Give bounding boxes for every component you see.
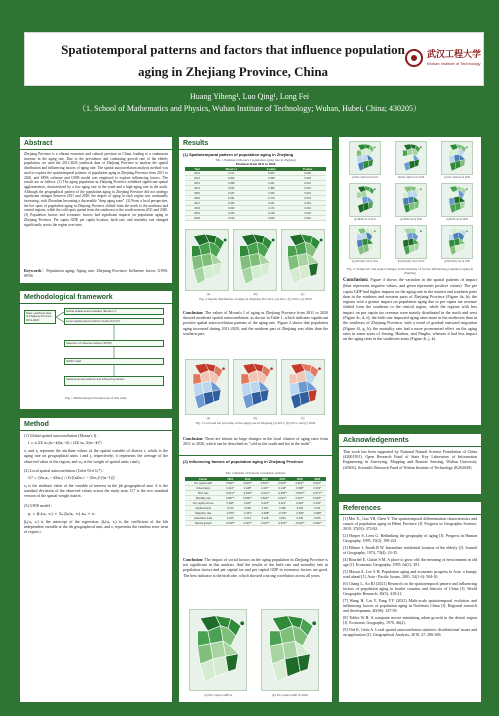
reference-item: [8] Tobler W R. A computer movie simulating urban growth in the detroit region [J]. Economic Geography, 1970, 46(2). [343, 615, 477, 625]
map-region [460, 160, 465, 167]
fig5-map-grid [339, 137, 481, 267]
fig2-map-b [233, 229, 277, 291]
method-item-2: (2) Local spatial autocorrelation (Getis-Ord Gᵢ*) : [24, 467, 104, 473]
tab2-cell: 0.412* [222, 486, 239, 491]
tab2-cell: 0.526** [222, 481, 239, 486]
map-island [270, 367, 273, 370]
framework-panel [20, 291, 172, 409]
equation-morans-i: I = n ΣΣ wᵢⱼ(xᵢ−x̄)(xⱼ−x̄) / (ΣΣ wᵢⱼ Σ(xᵢ−x̄)²) [28, 441, 102, 446]
map-region [368, 202, 373, 209]
tab1-cell: 3.385 [253, 186, 289, 191]
fig2-map-c-svg [282, 230, 324, 290]
reference-item: [3] Hilmer J, Smith B W. Intraurban residential location of the elderly [J]. Journal of Geography, 1974, 73(4): 23-35. [343, 545, 477, 555]
tab1-cell: 0.002 [289, 211, 326, 216]
fig5-map-label: (f) Birth rate in 2020 [446, 218, 468, 221]
keywords-label: Keywords： [24, 268, 47, 273]
tab1-cell: 0.002 [289, 216, 326, 221]
tab2-header: 2019 [291, 477, 308, 481]
map-island [374, 188, 376, 190]
tab1-cell: 0.001 [289, 181, 326, 186]
fig5-map-label: (h) Mortality rate in 2016 [397, 260, 425, 263]
tab1-cell: 0.358 [209, 181, 253, 186]
tab1-cell: 0.001 [289, 201, 326, 206]
fig5-map [395, 183, 427, 217]
fig2-label-b: (b) [253, 292, 258, 296]
tab2-cell: Mortality rate [185, 496, 222, 501]
fig2-label-c: (c) [300, 292, 305, 296]
method-item-3: (3) GWR model : [24, 502, 53, 508]
tab2-cell: 0.405* [239, 501, 256, 506]
authors: Huang Yiheng¹, Luo Qing¹, Long Fei [190, 92, 309, 101]
tab2-cell: 0.578** [274, 481, 291, 486]
tab2-cell: -0.632** [291, 521, 308, 526]
tab1-cell: 0.000 [289, 176, 326, 181]
framework-caption: Fig. 1 Methodological framework of this study [65, 396, 127, 400]
fig5-map-svg [396, 142, 426, 174]
conclusion-4-label: Conclusion: [343, 278, 369, 283]
tab1-cell: 0.330 [209, 206, 253, 211]
tab1-cell: 2019 [185, 211, 209, 216]
tab1-header: Z-value [253, 167, 289, 171]
fig3-map-c-svg [282, 360, 324, 414]
fig5-map [395, 141, 427, 175]
tab2-header: 2011 [222, 477, 239, 481]
tab1-header: P-value [289, 167, 326, 171]
tab2-cell: -0.354* [222, 511, 239, 516]
fig4-label-b: (b) Per capita GDP in 2020 [272, 693, 308, 697]
fig3-labels [185, 416, 326, 420]
map-region [298, 654, 311, 672]
affiliation: （1. School of Mathematics and Physics, Wuhan Institute of Technology; Wuhan, Hubei, China; 430205） [78, 104, 421, 113]
framework-box-global: Global spatial autocorrelation (Moran's I) [64, 308, 164, 315]
table-row [185, 216, 326, 221]
tab1-cell: 0.341 [209, 196, 253, 201]
tab1-cell: 0.001 [289, 196, 326, 201]
fig2-map-b-svg [234, 230, 276, 290]
fig5-cell [435, 183, 479, 223]
tab1-cell: 0.371 [209, 171, 253, 176]
tab1-cell: 0.002 [289, 206, 326, 211]
title-box [24, 32, 484, 86]
map-island [420, 188, 422, 190]
map-island [374, 230, 376, 232]
conclusion-2 [179, 434, 332, 448]
map-island [320, 239, 323, 242]
reference-item: [7] Wang H, Liu Y, Fang YY (2021) Multi-scale spatiotemporal evolution and influencing factors of population aging in Northeast China [J]. Regional research and development, 40(06): 147-59. [343, 598, 477, 613]
conclusion-1-text: The values of Moran's I of aging in Zhejiang Province from 2011 to 2020 showed moderate spatial autocorrelation, as shown in Table 1, which indicates significant positive spatial autocorrelation patterns of the aging rate. Figure 2 shows that population aging increased during 2011-2020, and the northern part of Zhejiang was older than the southern part. [183, 310, 329, 336]
fig5-map [349, 225, 381, 259]
title-line-1: Spatiotemporal patterns and factors that influence population [61, 42, 405, 57]
fig5-map-label: (d) Birth rate in 2011 [354, 218, 376, 221]
tab2-cell: 0.298 [274, 506, 291, 511]
map-region [212, 390, 221, 402]
reference-item: [5] Mason A, Lee S H. Population aging and economic progress in Asia: a bumpy road ahead [J]. Asia - Pacific Issues, 2001, 54(1-4): 504-10. [343, 569, 477, 579]
tab2-cell: Migration rate [185, 511, 222, 516]
ack-panel [339, 434, 481, 494]
fig5-map-label: (e) Birth rate in 2016 [400, 218, 422, 221]
tab2-cell: -0.615** [256, 521, 273, 526]
tab2-cell: 0.604** [256, 496, 273, 501]
fig5-map-label: (g) Mortality rate in 2011 [351, 260, 379, 263]
tab1-cell: 0.347 [209, 191, 253, 196]
fig3-map-a [185, 359, 229, 415]
conclusion-3-label: Conclusion: [183, 557, 204, 562]
tab1-cell: 2016 [185, 196, 209, 201]
reference-item: [6] Chang L, Ao RJ (2021) Research on the spatiotemporal pattern and influencing factors of population aging in border counties and districts of China [J]. World Geographic Research, 30(5): 410-21. [343, 581, 477, 596]
tab2-header: 2017 [274, 477, 291, 481]
fig2-label-a: (a) [206, 292, 211, 296]
tab2-cell: 0.228 [256, 516, 273, 521]
conclusion-3-text: The impact of social factors on the aging population in Zhejiang Province is not significant in this analysis. And the results of the birth rate and mortality rate in population factors and per capital tax and per capital GDP in economic factors are good. The best indicator is the birth rate, which showed a strong correlation across all years. [183, 557, 328, 578]
reference-list [339, 515, 481, 638]
tab2-cell: 0.240 [291, 516, 308, 521]
ack-heading: Acknowledgements [339, 434, 481, 447]
reference-item: [9] Ord K, Getis A. Local spatial autocorrelation statistics: distributional issues and an application [J]. Geographical Analysis, 2010, 27: 286-306. [343, 627, 477, 637]
fig5-map [395, 225, 427, 259]
tab2-cell: -0.382* [291, 511, 308, 516]
tab1-cell: 2017 [185, 201, 209, 206]
abstract-heading: Abstract [20, 137, 172, 150]
conclusion-2-text: There are almost no large changes in the local clusters of aging rates from 2011 to 2020, which can be described as "cold in the south and hot in the north". [183, 436, 329, 447]
map-region [226, 654, 239, 672]
map-region [414, 202, 419, 209]
tab2-cell: 0.276 [222, 506, 239, 511]
tab2-cell: 0.449* [274, 486, 291, 491]
tab2-cell: 0.436* [309, 501, 326, 506]
tab2-header: Factor [185, 477, 222, 481]
tab1-cell: 3.498 [253, 176, 289, 181]
map-island [420, 230, 422, 232]
map-island [420, 146, 422, 148]
map-island [466, 188, 468, 190]
map-region [308, 390, 317, 402]
tab2-cell: -0.663** [291, 491, 308, 496]
tab2-cell: 0.603** [309, 481, 326, 486]
fig2-caption: Fig. 2 Spatial distribution of aging in Zhejiang Province, (a) 2011, (b) 2015, (c) 2020 [199, 297, 312, 301]
tab2-cell: Per capita GDP [185, 481, 222, 486]
framework-box-results: Spatiotemporal patterns and influencing factors [64, 376, 164, 386]
tab2-cell: 0.621** [291, 496, 308, 501]
map-island [466, 230, 468, 232]
keywords-value: Population aging; Aging rate; Zhejiang Province; Influence factor; GWR; SPSS [24, 268, 168, 279]
tab1-cell: 2013 [185, 181, 209, 186]
tab2-cell: 0.596** [239, 496, 256, 501]
framework-heading: Methodological framework [20, 291, 172, 304]
tab1-header: Moran's I [209, 167, 253, 171]
references-panel [339, 502, 481, 702]
fig3-label-c: (c) [300, 416, 305, 420]
tab2-cell: -0.375* [274, 511, 291, 516]
fig5-cell [343, 183, 387, 223]
fig5-caption: Fig. 4 "Temporal" and spatial changes in the intensity of factors influencing population aging in Zhejiang [346, 267, 474, 275]
tab2-cell: Natural growth [185, 521, 222, 526]
tab2-cell: -0.598** [222, 521, 239, 526]
map-island [272, 239, 275, 242]
ack-body: This work has been supported by National Natural Science Foundation of China (42001391), Open Research Fund of State Key Laboratory of Information Engineering in Surveying, Mapping and Remote Sensing, Wuhan University (20S03), Scientific Research Fund of Wuhan Institute of Technology (K202049). [343, 449, 477, 470]
reference-item: [1] Mei X., Gao YR, Chen Y. The spatiotemporal differentiation characteristics and causes of population aging in Hebei Province [J]. Progress in Geographic Science, 2019, 37(03): 372-82. [343, 516, 477, 531]
tab2-header: 2013 [239, 477, 256, 481]
tab2-cell: Medical beds [185, 506, 222, 511]
fig5-map-svg [442, 226, 472, 258]
results-heading: Results [179, 137, 332, 150]
tab1-cell: 2012 [185, 176, 209, 181]
fig2-labels [185, 292, 326, 296]
fig5-cell [343, 141, 387, 181]
fig4-map-b-svg [262, 610, 318, 690]
method-text-1: xᵢ and xⱼ represent the attribute values of the spatial variable of district i, which is the aging rate on geographical units i and j, respectively; x̄ represents the average of the observed value of the region; and wᵢⱼ is the weight of spatial units i and j. [24, 448, 168, 464]
fig3-label-b: (b) [253, 416, 258, 420]
tab2-cell: 0.311 [309, 506, 326, 511]
fig4-map-a [189, 609, 247, 691]
fig5-map-svg [442, 184, 472, 216]
conclusion-1 [179, 308, 332, 338]
fig5-map-label: (b) Per capita tax in 2016 [397, 176, 425, 179]
tab1-cell: 3.126 [253, 211, 289, 216]
map-region [213, 263, 223, 276]
tab2-cell: -0.361* [239, 511, 256, 516]
table-row [185, 521, 326, 526]
tab2-header: 2015 [256, 477, 273, 481]
tab2-cell: 0.437* [256, 486, 273, 491]
tab2-cell: 0.613** [274, 496, 291, 501]
fig4-map-b [261, 609, 319, 691]
tab2-cell: 0.221 [239, 516, 256, 521]
method-text-3: β₀(uᵢ, vᵢ) is the intercept of the regression, βₖ(uᵢ, vᵢ) is the coefficient of the kth independent variable at the ith geographical unit, and εᵢ represents the random error term of region i. [24, 518, 168, 535]
fig3-map-b-svg [234, 360, 276, 414]
fig3-map-c [281, 359, 325, 415]
logo-chinese-name: 武汉工程大学 [427, 50, 482, 60]
tab1-cell: 3.069 [253, 216, 289, 221]
fig5-map-svg [442, 142, 472, 174]
conclusion-2-label: Conclusion: [183, 436, 204, 441]
conclusion-4 [339, 275, 481, 344]
tab1-cell: 3.279 [253, 196, 289, 201]
tab1-cell: 3.174 [253, 206, 289, 211]
tab2-cell: -0.655** [274, 491, 291, 496]
fig5-map-svg [350, 226, 380, 258]
fig5-map [349, 141, 381, 175]
map-island [222, 367, 225, 370]
tab2-cell: 0.398* [222, 501, 239, 506]
tab2-cell: -0.368* [256, 511, 273, 516]
conclusion-3 [179, 555, 332, 580]
tab1-cell: 2011 [185, 171, 209, 176]
reference-item: [4] Bourdel E, Gafari S M. A place to grow old: the meaning of environment in old age [J]. Economic Geography, 1995, 64(1): 381. [343, 557, 477, 567]
tab2-cell: -0.671** [309, 491, 326, 496]
table-pearson [185, 477, 326, 526]
tab2-cell: 0.544** [239, 481, 256, 486]
fig3-map-b [233, 359, 277, 415]
fig5-cell [435, 141, 479, 181]
equation-getis-ord: Gᵢ* = (Σwᵢⱼxⱼ − x̄Σwᵢⱼ) / (S√[(nΣwᵢⱼ² − (Σwᵢⱼ)²)/(n−1)]) [28, 476, 115, 481]
fig5-cell [389, 225, 433, 265]
tab1-cell: 2014 [185, 186, 209, 191]
map-region [460, 202, 465, 209]
tab2-cell: 0.305 [291, 506, 308, 511]
tab1-cell: 3.336 [253, 191, 289, 196]
fig2-map-c [281, 229, 325, 291]
map-island [466, 146, 468, 148]
tab2-cell: -0.642** [256, 491, 273, 496]
tab2-cell: -0.634** [239, 491, 256, 496]
tab2-header: 2020 [309, 477, 326, 481]
fig2-map-a-svg [186, 230, 228, 290]
framework-box-data: Data: yearbook data of Zhejiang Province 2011-2020 [24, 310, 56, 324]
poster-title [33, 39, 433, 83]
tab2-cell: Birth rate [185, 491, 222, 496]
map-island [312, 621, 316, 625]
tab1-cell: 2015 [185, 191, 209, 196]
map-island [374, 146, 376, 148]
results-sub-2: (2) Influencing factors of population aging in Zhejiang Province [179, 455, 332, 464]
tab2-cell: 0.628** [309, 496, 326, 501]
method-heading: Method [20, 418, 172, 431]
fig5-map-label: (i) Mortality rate in 2020 [444, 260, 470, 263]
method-text-2: xⱼ is the attribute value of the variable of interest in the jth geographical unit. S is the standard deviation of the observed values across the study area; Gᵢ* is the row standard version of the spatial weight matrix. [24, 483, 168, 499]
fig3-map-a-svg [186, 360, 228, 414]
tab2-caption: Tab. 2 Results of Pearson correlation analysis [225, 471, 286, 475]
framework-box-gwr: GWR model [64, 358, 164, 365]
fig2-map-a [185, 229, 229, 291]
factor-maps-panel [339, 137, 481, 425]
tab1-cell: 3.441 [253, 181, 289, 186]
tab1-cell: 2020 [185, 216, 209, 221]
tab1-cell: 0.325 [209, 211, 253, 216]
tab2-cell: Per capita income [185, 501, 222, 506]
fig5-map-label: (a) Per capita tax in 2011 [351, 176, 379, 179]
tab2-cell: 0.215 [222, 516, 239, 521]
map-island [224, 239, 227, 242]
fig5-cell [389, 183, 433, 223]
tab2-cell: -0.389* [309, 511, 326, 516]
tab2-cell: Urbanization [185, 486, 222, 491]
fig5-map-svg [350, 184, 380, 216]
tab1-cell: 0.364 [209, 176, 253, 181]
tab1-cell: 3.562 [253, 171, 289, 176]
fig5-map [441, 183, 473, 217]
fig3-label-a: (a) [206, 416, 211, 420]
fig4-map-a-svg [190, 610, 246, 690]
framework-arrows [20, 304, 172, 396]
fig5-map [349, 183, 381, 217]
tab1-cell: 0.319 [209, 216, 253, 221]
framework-diagram [20, 304, 172, 396]
tab2-cell: 0.234 [274, 516, 291, 521]
tab2-cell: 0.466* [309, 486, 326, 491]
tab2-cell: -0.621** [222, 491, 239, 496]
tab1-cell: 3.231 [253, 201, 289, 206]
map-island [240, 621, 244, 625]
fig3-caption: Fig. 3 Cold and hot spot map of the aging rate in Zhejiang (a) 2011, (b) 2015, and (c) 2020 [195, 421, 316, 425]
map-region [460, 244, 465, 251]
fig5-map-svg [350, 142, 380, 174]
tab2-cell: 0.592** [291, 481, 308, 486]
tab2-cell: 0.561** [256, 481, 273, 486]
tab1-cell: 0.000 [289, 171, 326, 176]
framework-box-factors: Selection of influence factors (SPSS) [64, 340, 164, 347]
university-logo [405, 45, 482, 75]
tab2-cell: 0.429* [291, 501, 308, 506]
title-line-2: aging in Zhejiang Province, China [137, 64, 329, 79]
tab1-cell: 0.336 [209, 201, 253, 206]
tab2-cell: -0.607** [239, 521, 256, 526]
tab1-cell: 0.352 [209, 186, 253, 191]
map-region [261, 263, 271, 276]
fig5-map [441, 225, 473, 259]
table-morans-i [185, 167, 326, 221]
references-heading: References [339, 502, 481, 515]
tab2-cell: 0.428* [239, 486, 256, 491]
abstract-body: Zhejiang Province is a vibrant economic and cultural province in China, leading to a continuous increase in the aging rate. Due to the prevalence and continuing growth rate of the elderly population, we used the 2011-2020 yearbook data of Zhejiang Province to analyze the spatial distribution and influencing factors of aging rate. The spatial autocorrelation analysis method was used to explore the spatiotemporal patterns of population aging in Zhejiang Province from 2011 to 2020, and SPSS software and GWR model was employed to explore influencing factors. The results are as follows. (1) The aging population in Zhejiang Province exhibited significant spatial agglomeration, characterized by a low aging rate in the south and a high aging rate in the north. Although the geographical pattern of the population aging in Zhejiang Province did not undergo significant changes between 2011 and 2020, the degree of aging in each region was continually increasing, with Zhoushan becoming a discernible "deep aging zone". (2) From a local perspective, the hot spots of population aging in Zhejiang Province shifted from the north to the northeast and central regions, while the cold spots spread from the southwest to the south-western 2011 and 2020. (3) Population factors and economic factors had significant impacts on population aging in Zhejiang Province. Per capita GDP, per capita location, birth rate, and mortality rate changed significantly across the region over time. [24, 152, 168, 227]
fig5-map [441, 141, 473, 175]
keywords [20, 268, 172, 280]
map-region [368, 244, 373, 251]
map-island [318, 367, 321, 370]
fig5-cell [389, 141, 433, 181]
fig5-map-svg [396, 184, 426, 216]
fig5-cell [343, 225, 387, 265]
fig5-map-svg [396, 226, 426, 258]
method-panel [20, 418, 172, 702]
map-region [414, 160, 419, 167]
university-seal-icon [405, 49, 423, 67]
tab1-cell: 0.001 [289, 191, 326, 196]
tab2-cell: 0.587** [222, 496, 239, 501]
map-region [414, 244, 419, 251]
fig4-label-a: (a) Per capita GDP in [203, 693, 233, 697]
reference-item: [2] Harper S, Leeu G. Rethinking the geography of aging [J]. Progress in Human Geography, 1995, 19(2): 199-221. [343, 533, 477, 543]
results-panel [179, 137, 332, 702]
fig5-cell [435, 225, 479, 265]
method-item-1: (1) Global spatial autocorrelation (Moran's I) : [24, 433, 99, 438]
conclusion-4-text: Figure 4 shows the variation in the spatial patterns of impact (blue represents negative values, and green represents positive values). The per capita GDP had higher impacts on the aging rate in the eastern and southern parts than in the northern and western parts of Zhejiang Province (Figure 4a, b); the regions with a greater impact on population aging due to per capita tax revenue shifted from the southeast to the central region, while the regions with less impact on per capita tax revenue were mainly distributed in the north and west (Figure 4c, d, e); the birth rate impacted aging rates more in the northwest than in the southeast of Zhejiang Province, with a trend of gradual eastward migration (Figure 4f, g, h); the mortality rate had a more pronounced effect on the aging rates in some areas of Jiaxing, Huzhou, and Ningbo, whereas it had less impact on the aging rates in the southwest areas (Figure 4i, j, k). [343, 277, 477, 342]
tab2-cell: Education level [185, 516, 222, 521]
tab2-cell: 0.421* [274, 501, 291, 506]
tab2-cell: 0.246 [309, 516, 326, 521]
tab1-title: Provinces from 2011 to 2020 [235, 162, 276, 166]
conclusion-1-label: Conclusion: [183, 310, 204, 315]
map-region [309, 263, 319, 276]
logo-english-name: Wuhan Institute of Technology [427, 61, 481, 66]
tab2-cell: 0.413* [256, 501, 273, 506]
tab2-cell: 0.458* [291, 486, 308, 491]
map-region [368, 160, 373, 167]
tab1-cell: 0.001 [289, 186, 326, 191]
fig5-map-label: (c) Per capita tax in 2020 [443, 176, 471, 179]
tab2-cell: -0.624** [274, 521, 291, 526]
framework-box-local: Local spatial autocorrelation (Getis-Ord Gi*) [64, 318, 164, 325]
map-region [260, 390, 269, 402]
equation-gwr: yᵢ = β₀(uᵢ, vᵢ) + Σₖ βₖ(uᵢ, vᵢ) xᵢₖ + εᵢ [28, 510, 95, 516]
abstract-panel [20, 137, 172, 283]
tab1-cell: 2018 [185, 206, 209, 211]
tab2-cell: -0.640** [309, 521, 326, 526]
tab2-cell: 0.283 [239, 506, 256, 511]
results-sub-1: (1) Spatiotemporal pattern of population aging in Zhejiang [183, 152, 294, 157]
tab1-caption: Tab. 1 Estimated Moran's I population aging rate in Zhejiang [215, 158, 296, 162]
tab2-cell: 0.291 [256, 506, 273, 511]
tab1-header: Year [185, 167, 209, 171]
